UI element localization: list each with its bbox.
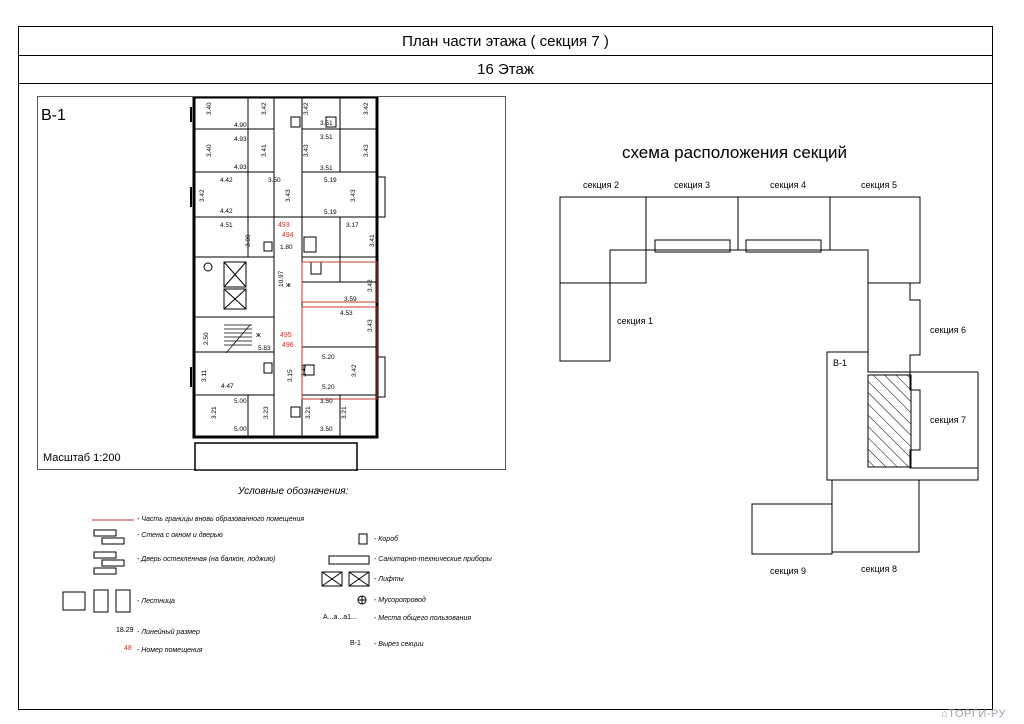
- svg-text:3.15: 3.15: [287, 369, 294, 382]
- svg-text:1.80: 1.80: [280, 244, 293, 251]
- svg-text:3.40: 3.40: [206, 144, 213, 157]
- svg-text:3.43: 3.43: [367, 319, 374, 332]
- svg-text:2.50: 2.50: [203, 332, 210, 345]
- svg-text:494: 494: [282, 232, 294, 239]
- svg-text:3.21: 3.21: [305, 406, 312, 419]
- svg-text:4.51: 4.51: [220, 222, 233, 229]
- label-section-9: секция 9: [770, 566, 807, 576]
- svg-text:4.42: 4.42: [220, 177, 233, 184]
- svg-text:3.41: 3.41: [369, 234, 376, 247]
- watermark-text: ТОРГИ-РУ: [948, 708, 1006, 720]
- legend-item-dimension: - Линейный размер: [137, 629, 200, 636]
- svg-text:3.43: 3.43: [303, 144, 310, 157]
- legend-item-garbage-chute: - Мусоропровод: [374, 597, 426, 604]
- legend-item-stairs: - Лестница: [137, 598, 175, 605]
- svg-text:3.11: 3.11: [201, 369, 208, 382]
- legend-item-lifts: - Лифты: [374, 576, 404, 583]
- svg-text:3.42: 3.42: [367, 279, 374, 292]
- svg-text:3.42: 3.42: [301, 364, 308, 377]
- label-section-7: секция 7: [930, 415, 967, 425]
- svg-text:3.50: 3.50: [320, 426, 333, 433]
- svg-text:3.21: 3.21: [211, 406, 218, 419]
- svg-text:3.42: 3.42: [351, 364, 358, 377]
- label-section-3: секция 3: [674, 180, 711, 190]
- floor-title: [18, 55, 993, 84]
- svg-text:10.97: 10.97: [278, 270, 285, 287]
- label-section-4: секция 4: [770, 180, 807, 190]
- legend-sample-cut: В-1: [350, 640, 361, 647]
- plan-scale: Масштаб 1:200: [43, 452, 121, 464]
- svg-text:3.09: 3.09: [245, 234, 252, 247]
- legend-item-common: - Места общего пользования: [374, 615, 472, 622]
- svg-text:3.51: 3.51: [320, 134, 333, 141]
- svg-text:4.42: 4.42: [220, 208, 233, 215]
- floor-title-text: 16 Этаж: [477, 61, 534, 78]
- legend-item-duct: - Короб: [374, 536, 399, 543]
- svg-text:5.83: 5.83: [258, 345, 271, 352]
- svg-text:496: 496: [282, 342, 294, 349]
- legend-item-sanitary: - Санитарно-технические приборы: [374, 556, 492, 563]
- plan-cut-label: В-1: [41, 107, 66, 124]
- svg-text:3.50: 3.50: [268, 177, 281, 184]
- svg-text:495: 495: [280, 332, 292, 339]
- svg-text:3.42: 3.42: [261, 102, 268, 115]
- svg-text:3.42: 3.42: [363, 102, 370, 115]
- svg-text:3.51: 3.51: [320, 120, 333, 127]
- svg-text:4.90: 4.90: [234, 122, 247, 129]
- svg-text:3.17: 3.17: [346, 222, 359, 229]
- legend-item-wall: - Стена с окном и дверью: [137, 532, 223, 539]
- svg-text:3.51: 3.51: [320, 165, 333, 172]
- watermark: [941, 708, 1006, 720]
- sheet-title: [18, 26, 993, 56]
- svg-text:5.20: 5.20: [322, 354, 335, 361]
- floor-plan: [37, 96, 506, 470]
- svg-text:3.23: 3.23: [263, 406, 270, 419]
- legend-sample-room: 48: [124, 645, 132, 652]
- floor-plan-drawing: [38, 97, 507, 471]
- svg-text:4.93: 4.93: [234, 136, 247, 143]
- svg-text:ж: ж: [286, 282, 291, 289]
- sheet-title-text: План части этажа ( секция 7 ): [402, 32, 609, 50]
- svg-text:3.42: 3.42: [303, 102, 310, 115]
- svg-text:3.43: 3.43: [363, 144, 370, 157]
- legend-title: Условные обозначения:: [238, 486, 349, 497]
- legend-item-boundary: - Часть границы вновь образованного помещения: [137, 516, 305, 523]
- svg-text:5.00: 5.00: [234, 398, 247, 405]
- svg-text:3.40: 3.40: [206, 102, 213, 115]
- legend-item-cut: - Вырез секции: [374, 641, 424, 648]
- label-section-5: секция 5: [861, 180, 898, 190]
- svg-text:5.00: 5.00: [234, 426, 247, 433]
- label-section-2: секция 2: [583, 180, 620, 190]
- svg-text:4.47: 4.47: [221, 383, 234, 390]
- label-section-6: секция 6: [930, 325, 967, 335]
- svg-text:3.42: 3.42: [199, 189, 206, 202]
- legend-item-glazed-door: - Дверь остекленная (на балкон, лоджию): [137, 556, 276, 563]
- svg-text:493: 493: [278, 222, 290, 229]
- svg-text:4.53: 4.53: [340, 310, 353, 317]
- svg-text:5.19: 5.19: [324, 177, 337, 184]
- scheme-cut-label: В-1: [833, 358, 848, 368]
- svg-text:3.21: 3.21: [341, 406, 348, 419]
- svg-text:3.50: 3.50: [320, 398, 333, 405]
- legend-sample-size: 18.29: [116, 627, 134, 634]
- legend-item-room-number: - Номер помещения: [137, 647, 203, 654]
- svg-text:5.20: 5.20: [322, 384, 335, 391]
- house-icon: ⌂: [941, 708, 949, 720]
- svg-text:ж: ж: [256, 332, 261, 339]
- scheme-title: схема расположения секций: [622, 143, 847, 162]
- svg-text:3.41: 3.41: [261, 144, 268, 157]
- legend-sample-common: А...а...а1...: [323, 614, 357, 621]
- label-section-8: секция 8: [861, 564, 898, 574]
- svg-text:4.93: 4.93: [234, 164, 247, 171]
- svg-text:5.19: 5.19: [324, 209, 337, 216]
- svg-text:3.43: 3.43: [285, 189, 292, 202]
- svg-text:3.43: 3.43: [350, 189, 357, 202]
- svg-text:3.59: 3.59: [344, 296, 357, 303]
- label-section-1: секция 1: [617, 316, 654, 326]
